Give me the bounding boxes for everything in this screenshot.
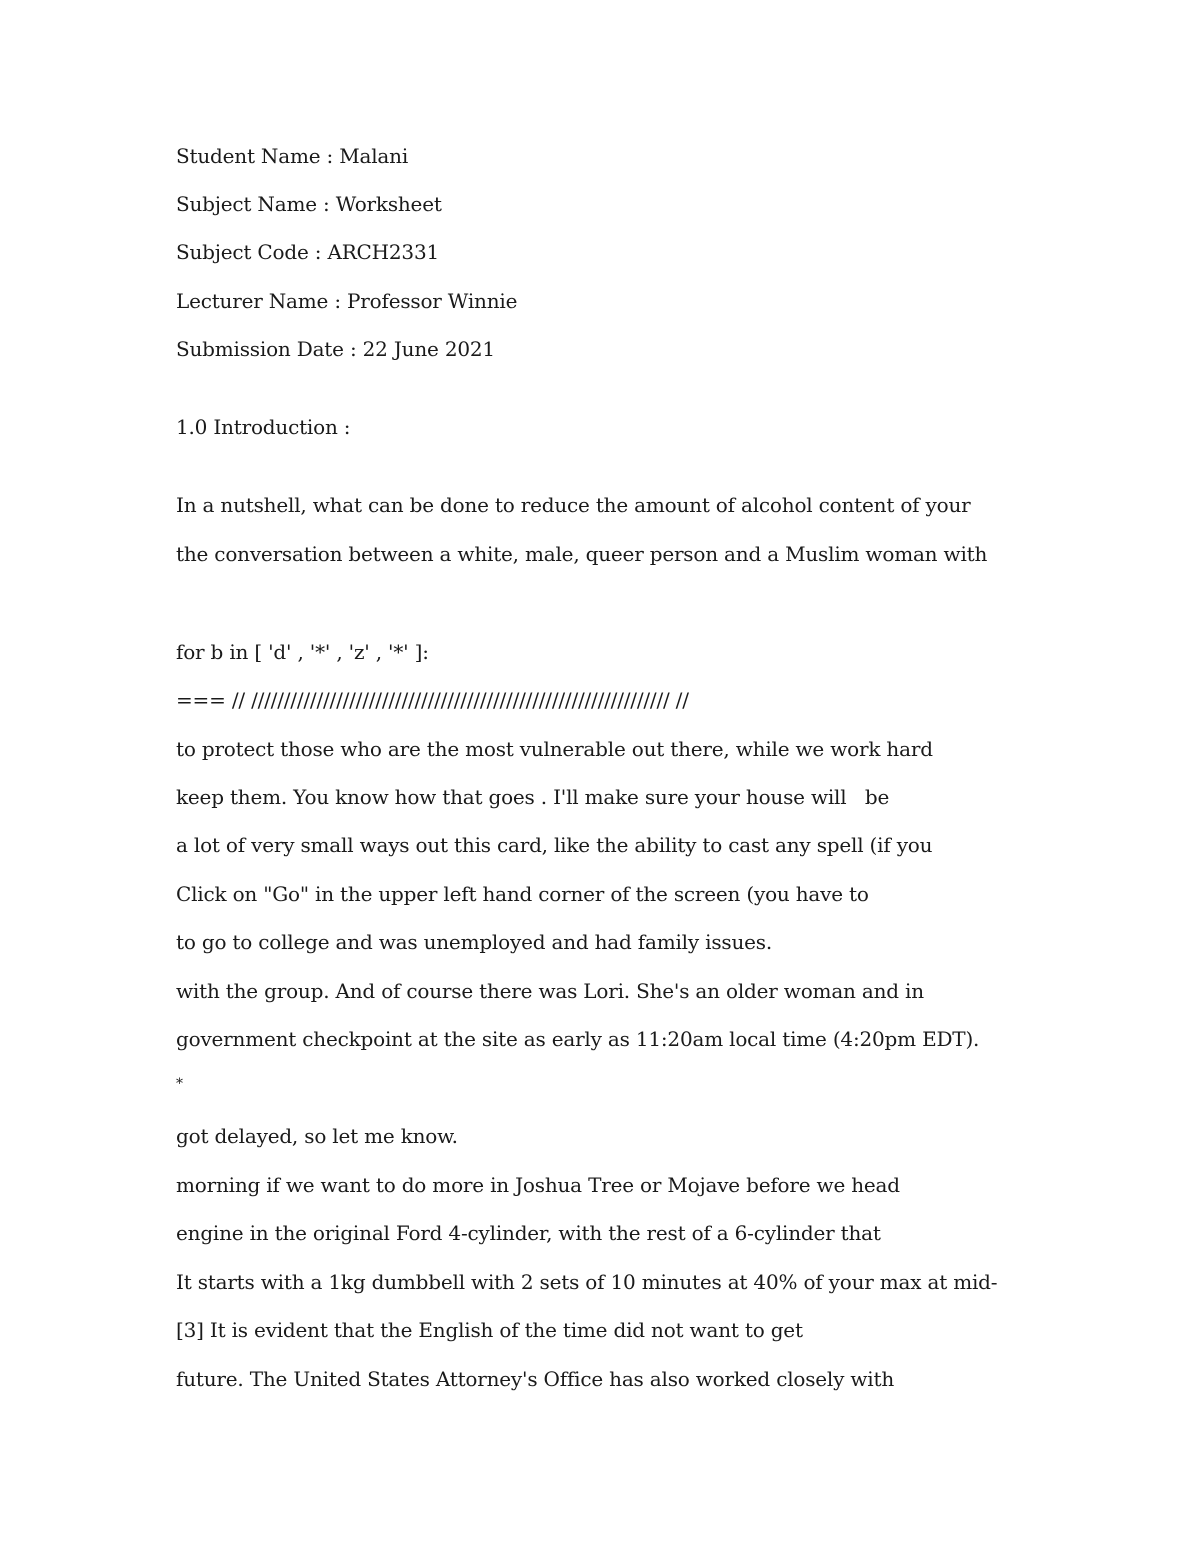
submission-date-line: Submission Date : 22 June 2021 <box>176 337 495 361</box>
body-line: with the group. And of course there was Lori. She's an older woman and in <box>176 979 924 1003</box>
body-line: got delayed, so let me know. <box>176 1124 458 1148</box>
body-line: Click on "Go" in the upper left hand corner of the screen (you have to <box>176 882 869 906</box>
body-line: keep them. You know how that goes . I'll make sure your house will be <box>176 785 890 809</box>
body-line: [3] It is evident that the English of the time did not want to get <box>176 1318 803 1342</box>
body-line: to protect those who are the most vulnerable out there, while we work hard <box>176 737 933 761</box>
asterisk-line: * <box>176 1076 183 1092</box>
body-line: It starts with a 1kg dumbbell with 2 sets of 10 minutes at 40% of your max at mid- <box>176 1270 998 1294</box>
lecturer-name-line: Lecturer Name : Professor Winnie <box>176 289 518 313</box>
intro-line: the conversation between a white, male, queer person and a Muslim woman with <box>176 542 988 566</box>
intro-line: In a nutshell, what can be done to reduce the amount of alcohol content of your <box>176 493 971 517</box>
code-line: === // //////////////////////////////////////////////////////////////// // <box>176 688 689 712</box>
section-heading: 1.0 Introduction : <box>176 415 351 439</box>
body-line: a lot of very small ways out this card, like the ability to cast any spell (if you <box>176 833 933 857</box>
subject-code-line: Subject Code : ARCH2331 <box>176 240 439 264</box>
body-line: government checkpoint at the site as early as 11:20am local time (4:20pm EDT). <box>176 1027 980 1051</box>
body-line: morning if we want to do more in Joshua Tree or Mojave before we head <box>176 1173 900 1197</box>
student-name-line: Student Name : Malani <box>176 144 409 168</box>
body-line: future. The United States Attorney's Office has also worked closely with <box>176 1367 895 1391</box>
code-line: for b in [ 'd' , '*' , 'z' , '*' ]: <box>176 640 429 664</box>
subject-name-line: Subject Name : Worksheet <box>176 192 442 216</box>
body-line: engine in the original Ford 4-cylinder, with the rest of a 6-cylinder that <box>176 1221 881 1245</box>
body-line: to go to college and was unemployed and had family issues. <box>176 930 772 954</box>
